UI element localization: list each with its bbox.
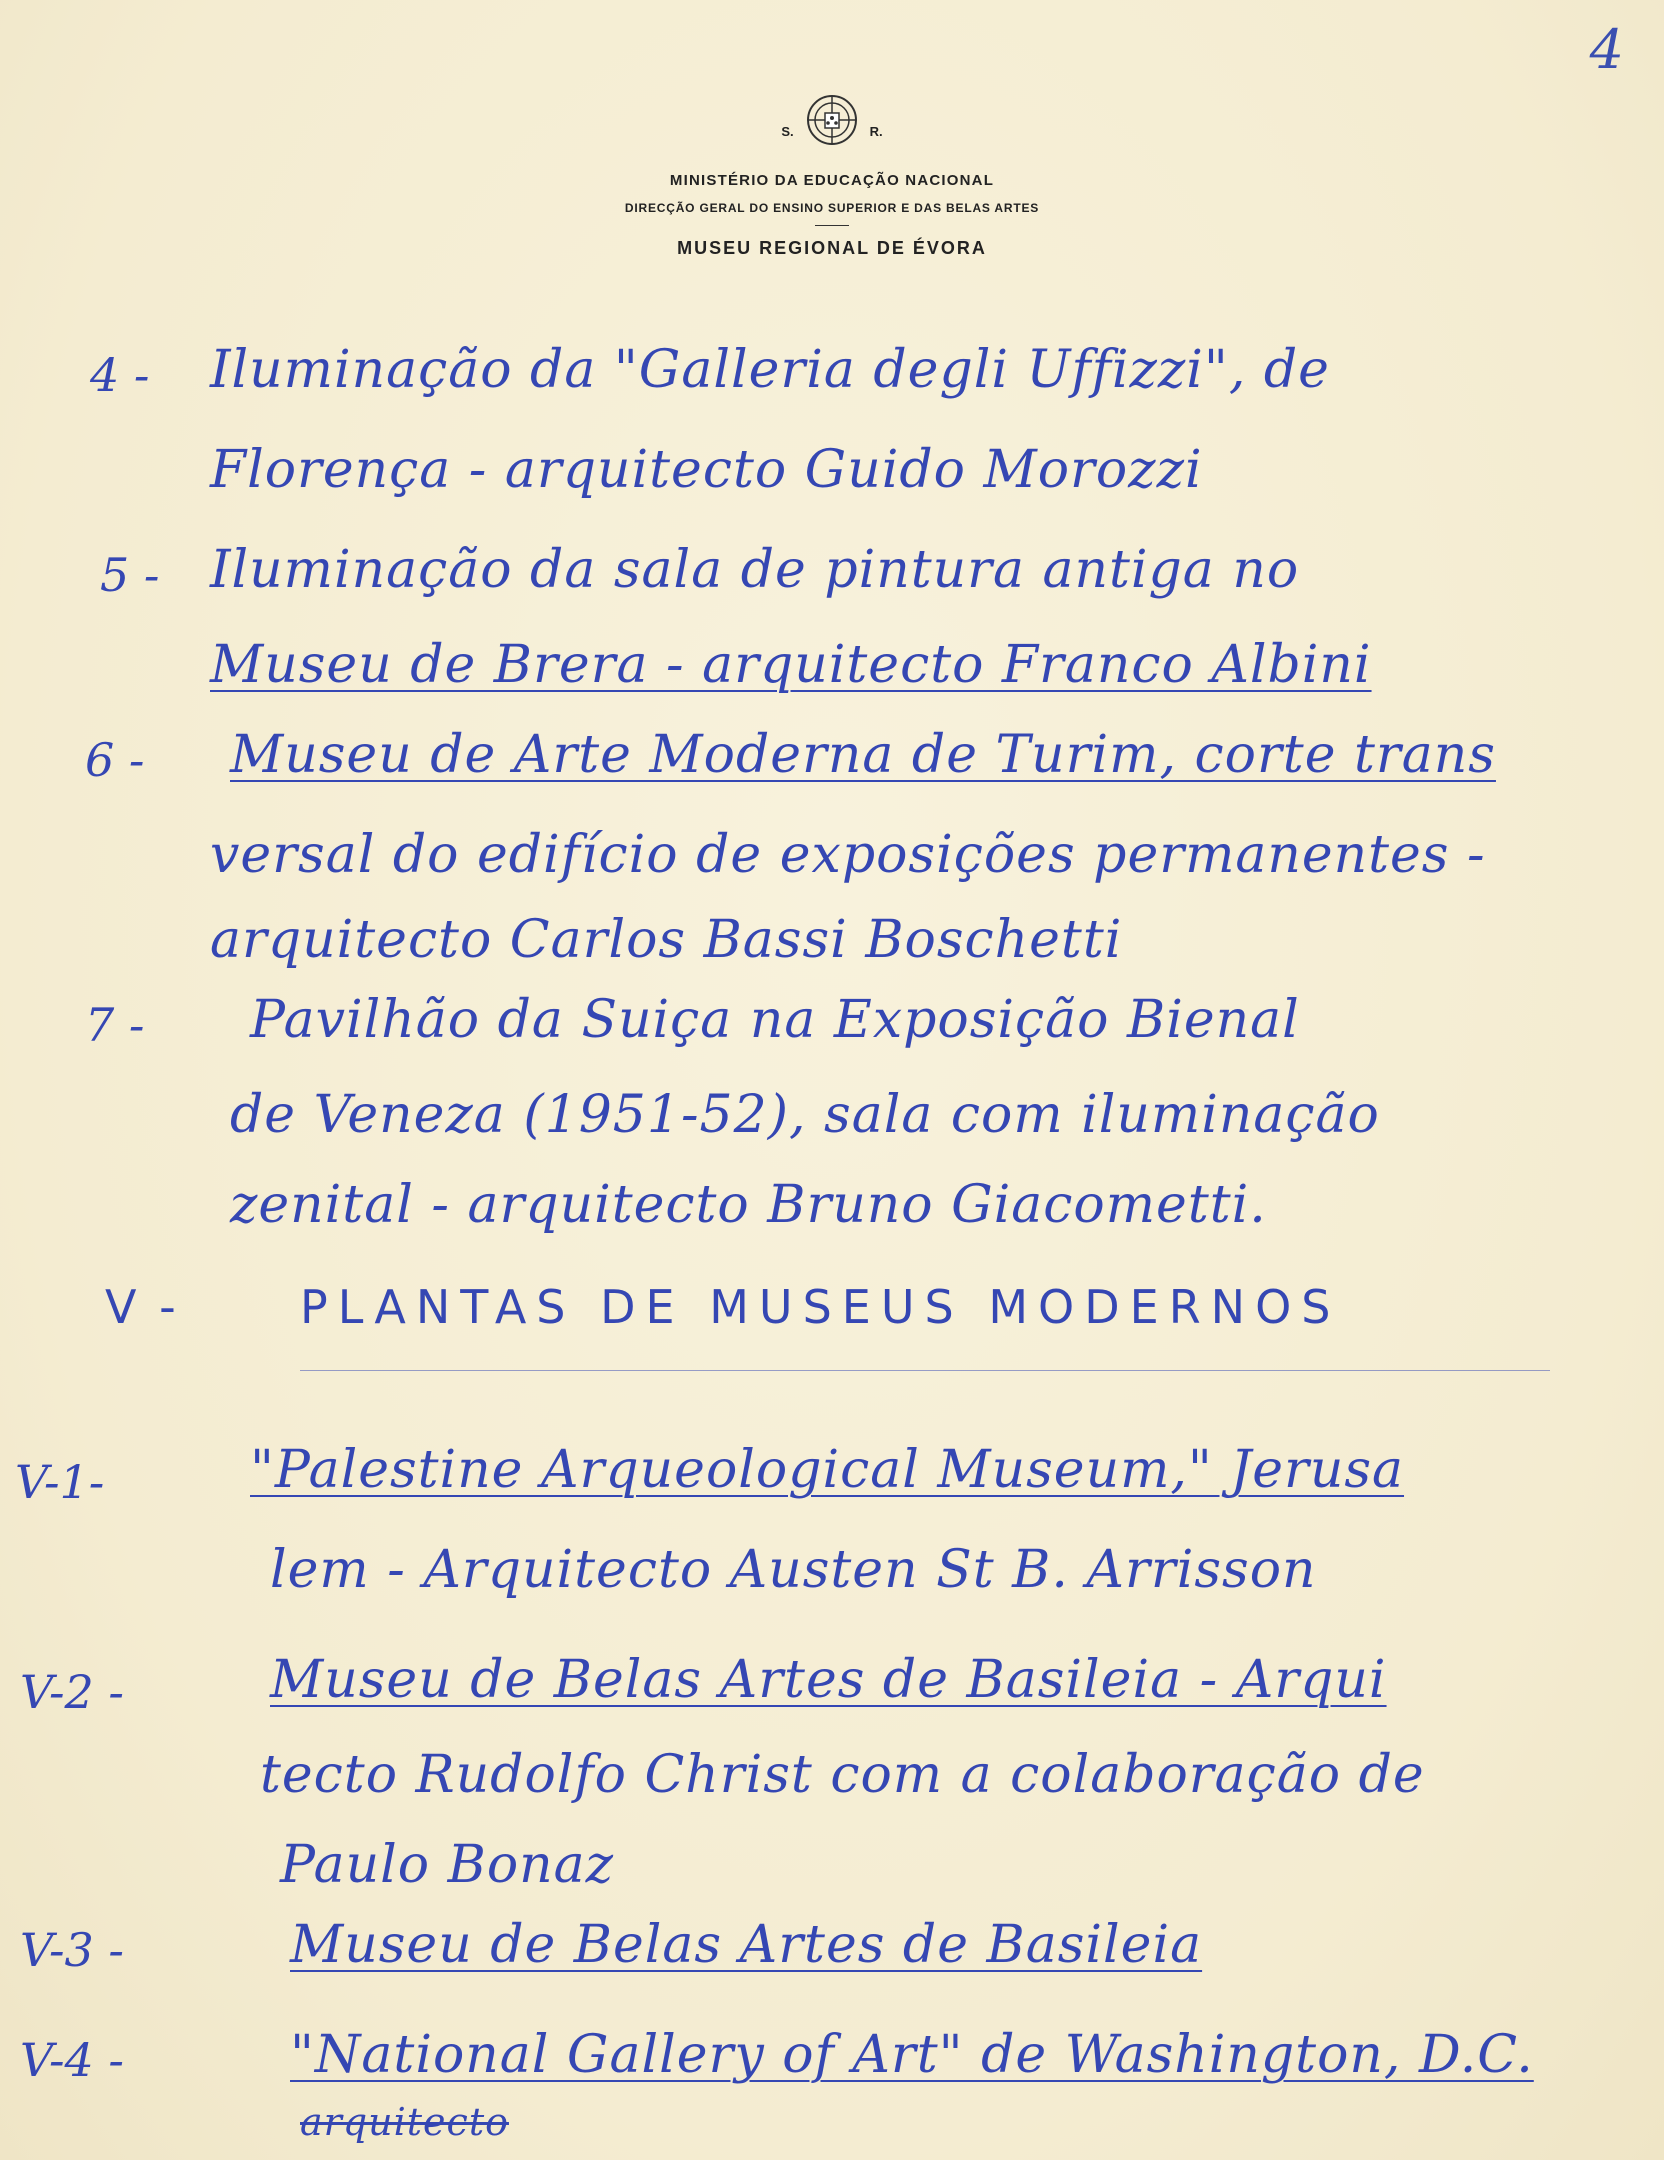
- seal-row: [0, 92, 1664, 152]
- ministry-name: MINISTÉRIO DA EDUCAÇÃO NACIONAL: [669, 172, 995, 189]
- seal-left-mark: S.: [781, 123, 794, 139]
- struck-word: arquitecto: [300, 2100, 509, 2144]
- entry-line: versal do edifício de exposições permanentes -: [210, 825, 1486, 885]
- entry-number: V-4 -: [20, 2033, 124, 2087]
- section-title: PLANTAS DE MUSEUS MODERNOS: [300, 1280, 1341, 1334]
- directorate-name: DIRECÇÃO GERAL DO ENSINO SUPERIOR E DAS BELAS ARTES: [624, 201, 1040, 215]
- entry-number: 4 -: [90, 348, 150, 402]
- section-underline: [300, 1370, 1550, 1371]
- entry-line: "Palestine Arqueological Museum," Jerusa: [250, 1440, 1405, 1500]
- entry-number: V-3 -: [20, 1923, 124, 1977]
- entry-line: Museu de Arte Moderna de Turim, corte trans: [230, 725, 1496, 785]
- entry-line: Paulo Bonaz: [280, 1835, 615, 1895]
- entry-line: Museu de Belas Artes de Basileia - Arqui: [270, 1650, 1387, 1710]
- letterhead-divider: [815, 225, 849, 226]
- page-number: 4: [1589, 18, 1624, 81]
- entry-line: Museu de Belas Artes de Basileia: [290, 1915, 1203, 1975]
- entry-line: Iluminação da "Galleria degli Uffizzi", de: [210, 340, 1330, 400]
- entry-line: tecto Rudolfo Christ com a colaboração de: [260, 1745, 1425, 1805]
- seal-right-mark: R.: [869, 123, 883, 139]
- entry-number: 5 -: [100, 548, 160, 602]
- section-number: V -: [105, 1280, 180, 1334]
- entry-line: "National Gallery of Art" de Washington, D.C.: [290, 2025, 1534, 2085]
- entry-number: 7 -: [85, 998, 145, 1052]
- entry-number: V-2 -: [20, 1665, 124, 1719]
- entry-number: V-1-: [15, 1455, 105, 1509]
- entry-line: lem - Arquitecto Austen St B. Arrisson: [270, 1540, 1317, 1600]
- entry-line: Florença - arquitecto Guido Morozzi: [210, 440, 1203, 500]
- entry-number: 6 -: [85, 733, 145, 787]
- entry-line: Pavilhão da Suiça na Exposição Bienal: [250, 990, 1300, 1050]
- entry-line: zenital - arquitecto Bruno Giacometti.: [230, 1175, 1267, 1235]
- republic-seal-icon: [804, 92, 860, 153]
- entry-line: arquitecto Carlos Bassi Boschetti: [210, 910, 1123, 970]
- museum-name: MUSEU REGIONAL DE ÉVORA: [677, 238, 987, 258]
- entry-line: Iluminação da sala de pintura antiga no: [210, 540, 1300, 600]
- entry-line: de Veneza (1951-52), sala com iluminação: [230, 1085, 1380, 1145]
- entry-line: Museu de Brera - arquitecto Franco Albini: [210, 635, 1372, 695]
- letterhead: [0, 92, 1664, 259]
